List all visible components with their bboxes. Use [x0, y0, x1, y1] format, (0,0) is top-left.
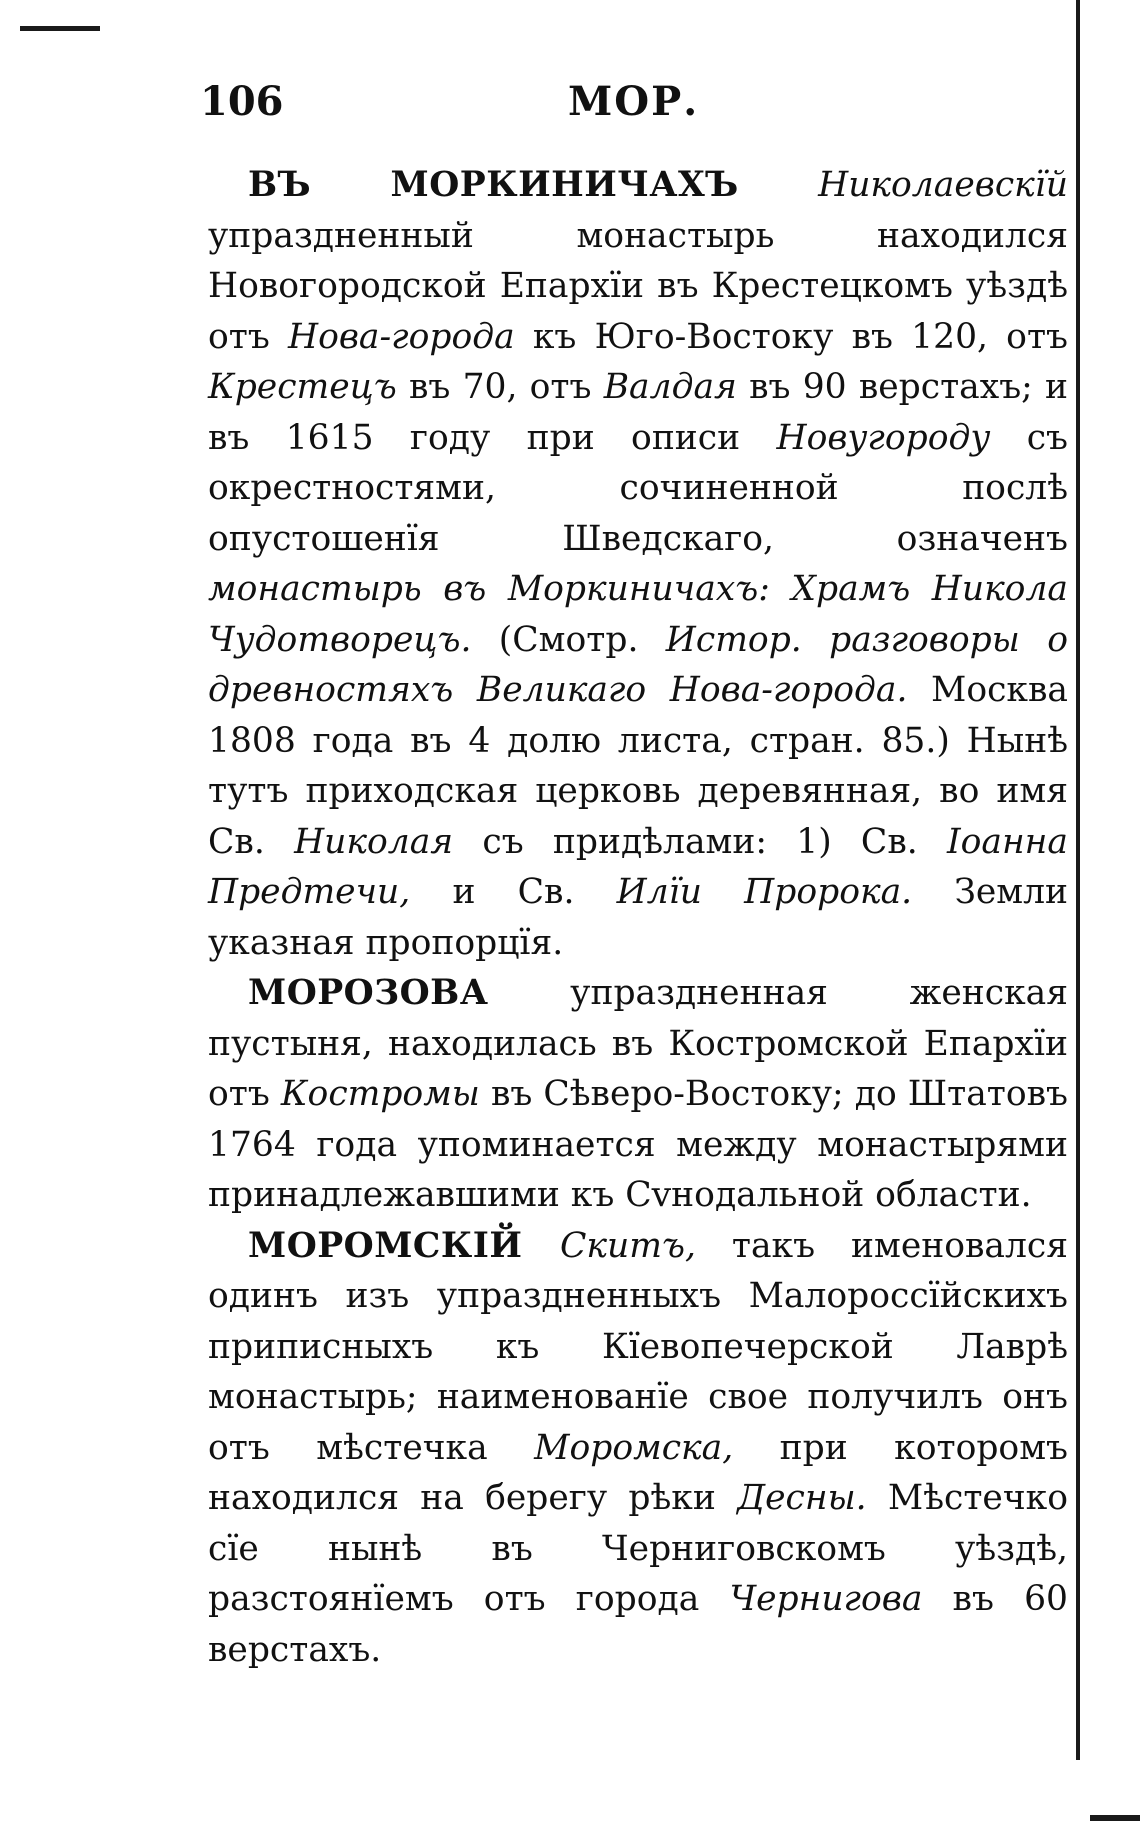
entry-paragraph [208, 968, 1068, 1221]
entry-text: (Смотр. [471, 619, 666, 660]
entry-text-italic: Нова-города [288, 316, 515, 357]
entry-text-italic: Скитъ, [560, 1225, 696, 1266]
entry-morozova [208, 968, 1068, 1221]
entry-text-italic: Илїи Пророка. [616, 872, 913, 912]
page-border-line [1076, 0, 1080, 1760]
entry-text: Москва 1808 года въ 4 долю листа, стран. 85.) Нынѣ тутъ приходская церковь деревянная, во имя Св. [208, 670, 1068, 862]
entry-text: съ придѣлами: 1) Св. [453, 821, 947, 862]
entry-text: въ 90 верстахъ; и въ 1615 году при описи [208, 367, 1068, 458]
entry-text-italic: монастырь въ Моркиничахъ: Храмъ Никола Чудотворецъ. [208, 569, 1068, 660]
entry-heading: ВЪ МОРКИНИЧАХЪ [248, 165, 819, 205]
entry-text-italic: Валдая [603, 367, 737, 407]
entry-moromskiy [208, 1221, 1068, 1676]
entry-text: упраздненная женская пустыня, находилась въ Костромской Епархїи отъ [208, 973, 1068, 1114]
entry-text-italic: Чернигова [729, 1579, 923, 1619]
entry-text-italic: Крестецъ [208, 367, 397, 407]
entry-heading: МОРОЗОВА [248, 973, 489, 1013]
entry-text: и Св. [410, 872, 617, 912]
entry-text: въ 60 верстахъ. [208, 1579, 1068, 1670]
entry-text-italic: Новугороду [776, 417, 991, 458]
entry-heading: МОРОМСКІЙ [248, 1225, 561, 1266]
entry-paragraph [208, 160, 1068, 968]
entry-text: къ Юго-Востоку въ 120, отъ [514, 316, 1068, 357]
entry-text-italic: Десны. [737, 1478, 867, 1518]
page-number: 106 [200, 78, 284, 125]
entry-text-italic: Костромы [280, 1074, 480, 1114]
entry-morkinichi [208, 160, 1068, 968]
entry-text: такъ именовался одинъ изъ упраздненныхъ Малороссїйскихъ приписныхъ къ Кїевопечерской Лаврѣ монастырь; наименованїе свое получилъ онъ отъ мѣстечка [208, 1225, 1069, 1468]
entry-text: въ 70, отъ [396, 367, 604, 407]
running-head: МОР. [568, 78, 700, 125]
entry-text: съ окрестностями, сочиненной послѣ опустошенїя Шведскаго, означенъ [208, 417, 1068, 559]
entry-text-italic: Іоанна Предтечи, [208, 821, 1068, 912]
entry-text: Мѣстечко сїе нынѣ въ Черниговскомъ уѣздѣ, разстоянїемъ отъ города [208, 1478, 1068, 1619]
entry-text-italic: Николая [294, 821, 454, 862]
body-text [208, 160, 1068, 1675]
entry-text: Земли указная пропорцїя. [208, 872, 1068, 963]
entry-text: въ Сѣверо-Востоку; до Штатовъ 1764 года упоминается между монастырями принадлежавшими къ Сvнодальной области. [208, 1074, 1068, 1215]
scan-edge-mark [20, 26, 100, 31]
scan-edge-mark [1090, 1815, 1140, 1821]
page-header [200, 78, 1000, 128]
entry-text-italic: Моромска, [534, 1427, 734, 1468]
entry-text: при которомъ находился на берегу рѣки [208, 1427, 1068, 1518]
entry-text: упраздненный монастырь находился Новогородской Епархїи въ Крестецкомъ уѣздѣ отъ [208, 215, 1068, 357]
entry-text-italic: Истор. разговоры о древностяхъ Великаго Нова-города. [208, 619, 1068, 710]
entry-paragraph [208, 1221, 1068, 1676]
entry-text-italic: Николаевскїй [818, 165, 1068, 205]
